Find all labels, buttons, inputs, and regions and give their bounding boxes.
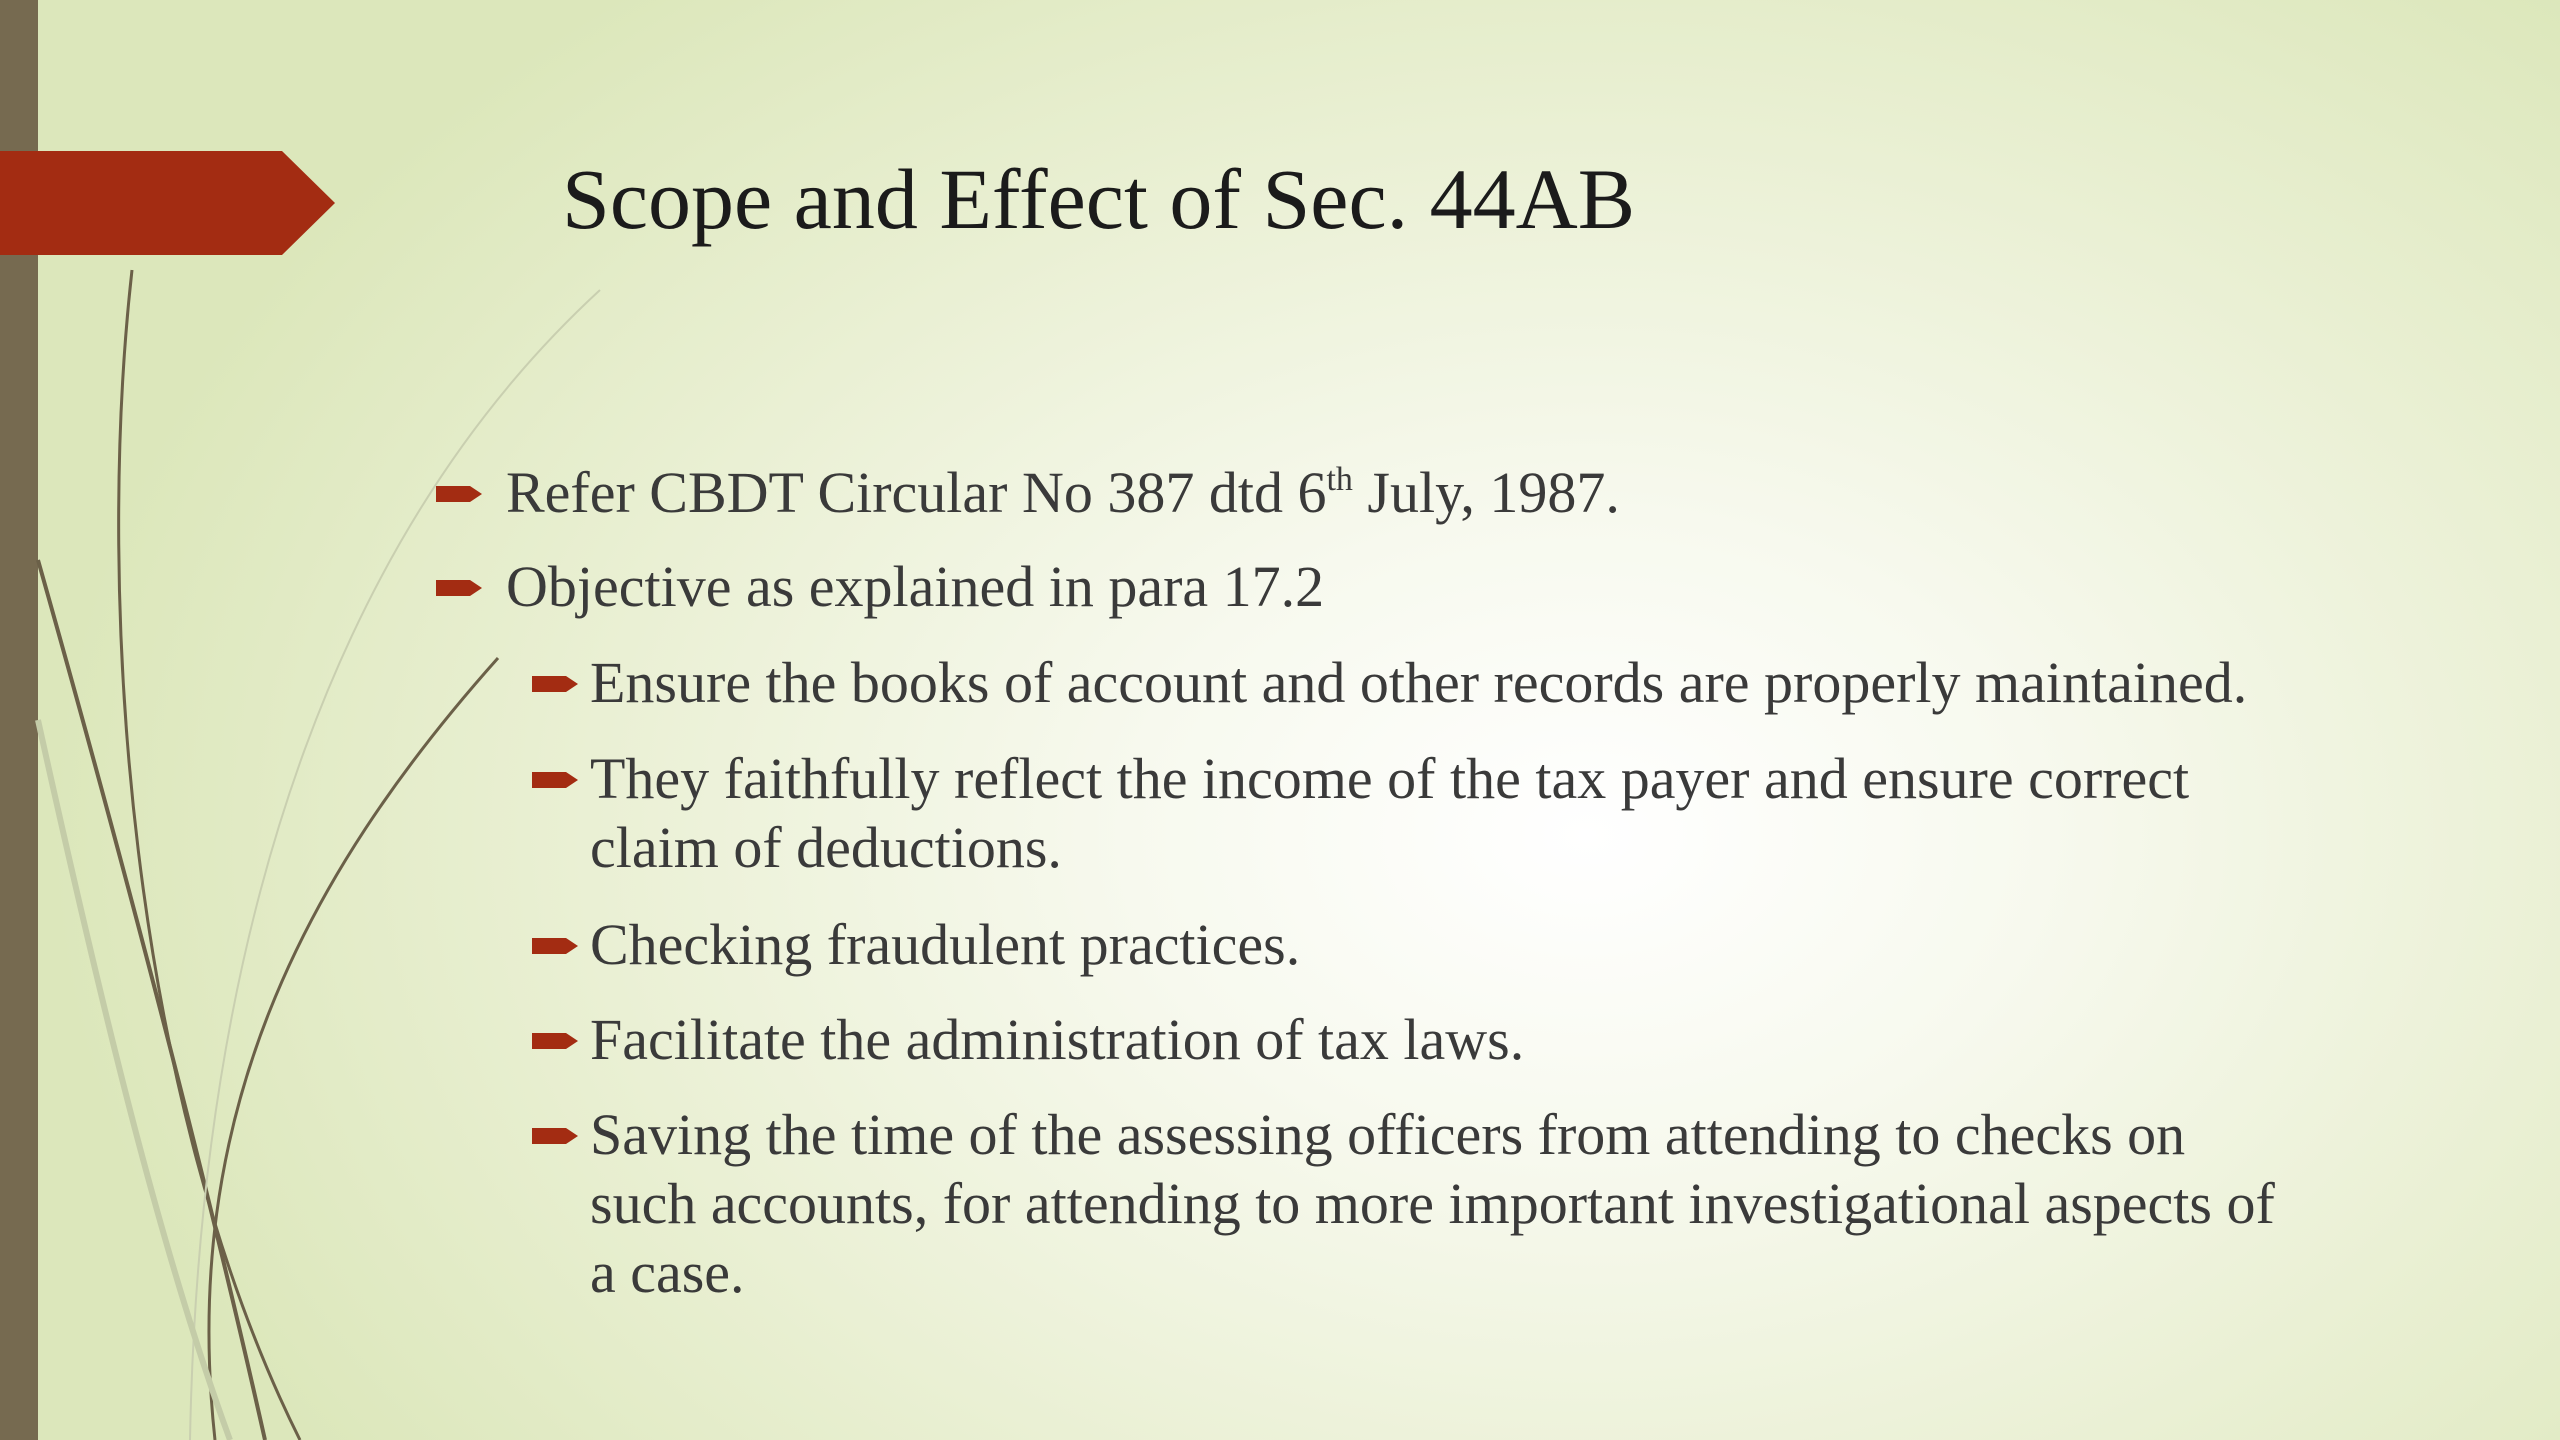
arrow-bullet-icon	[532, 1122, 580, 1150]
list-item	[506, 458, 1620, 536]
arrow-bullet-icon	[532, 932, 580, 960]
list-item-line: such accounts, for attending to more important investigational aspects of	[590, 1171, 2275, 1236]
list-item-superscript: th	[1326, 461, 1353, 498]
list-item-line: They faithfully reflect the income of the tax payer and ensure correct	[590, 746, 2190, 811]
list-item	[506, 552, 1324, 621]
list-item-line: Checking fraudulent practices.	[590, 912, 1301, 977]
arrow-bullet-icon	[532, 766, 580, 794]
list-item-text: Objective as explained in para 17.2	[506, 554, 1325, 619]
arrow-bullet-icon	[532, 670, 580, 698]
list-item	[590, 1100, 2275, 1307]
arrow-bullet-icon	[436, 574, 484, 602]
arrow-bullet-icon	[436, 480, 484, 508]
list-item-line: Facilitate the administration of tax laws.	[590, 1007, 1525, 1072]
list-item-line: Saving the time of the assessing officers from attending to checks on	[590, 1102, 2186, 1167]
list-item	[590, 1005, 1524, 1074]
arrow-bullet-icon	[532, 1027, 580, 1055]
list-item-text: Refer CBDT Circular No 387 dtd 6	[506, 460, 1327, 525]
list-item-line: claim of deductions.	[590, 815, 1062, 880]
title-accent-tab	[0, 151, 335, 255]
slide-title: Scope and Effect of Sec. 44AB	[562, 151, 1636, 247]
list-item-line: a case.	[590, 1240, 745, 1305]
list-item	[590, 910, 1300, 979]
list-item	[590, 744, 2189, 882]
list-item-text: July, 1987.	[1352, 460, 1620, 525]
list-item	[590, 648, 2247, 717]
list-item-line: Ensure the books of account and other records are properly maintained.	[590, 650, 2248, 715]
